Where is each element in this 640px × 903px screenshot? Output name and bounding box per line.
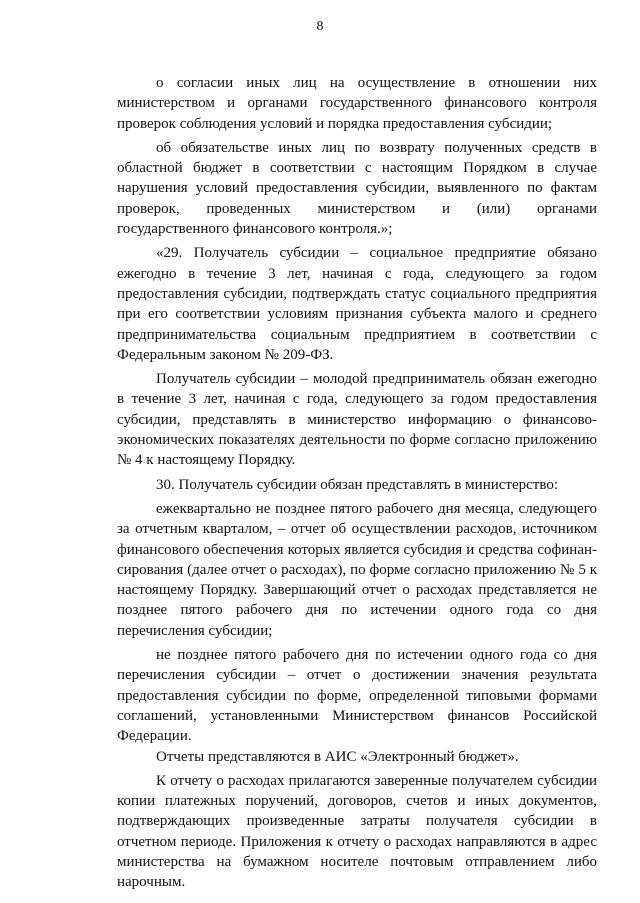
- paragraph-young-entrepreneur: Получатель субсидии – молодой предприниматель обязан ежегодно в течение 3 лет, начиная с года, следующего за годом предоставления субсидии, представлять в министерство информацию о финансово-экономических показателях деятельности по форме согласно приложению № 4 к настоящему Порядку.: [117, 371, 597, 469]
- page-number: 8: [316, 19, 324, 34]
- paragraph-attachments: К отчету о расходах прилагаются заверенные получателем субсидии копии платежных поручений, договоров, счетов и иных документов, подтверждающих произведенные затраты получателя субсидии в отчетном периоде. Приложения к отчету о расходах направляются в адрес министерства на бумажном носителе почтовым отправлением либо нарочным.: [117, 772, 597, 891]
- document-body: [117, 73, 597, 893]
- paragraph-ais-budget: Отчеты представляются в АИС «Электронный бюджет».: [156, 748, 519, 765]
- paragraph-result-report: не позднее пятого рабочего дня по истечении одного года со дня перечисления субсидии – отчет о достижении значения результата предоставления субсидии по форме, определенной типовыми формами соглашений, установленными Министерством финансов Российской Федерации.: [117, 647, 597, 745]
- paragraph-consent-inspections: о согласии иных лиц на осуществление в отношении них министерством и органами государственного финансового контроля проверок соблюдения условий и порядка предоставления субсидии;: [117, 75, 597, 132]
- paragraph-clause-30: 30. Получатель субсидии обязан представлять в министерство:: [156, 476, 558, 493]
- paragraph-quarterly-report: ежеквартально не позднее пятого рабочего дня месяца, следующего за отчетным кварталом, – отчет об осуществлении расходов, источником финансового обеспечения которых является субсидия и средства софинан-сирования (далее отчет о расходах), по форме согласно приложению № 5 к настоящему Порядку. Завершающий отчет о расходах представляется не позднее пятого рабочего дня по истечении одного года со дня перечисления субсидии;: [117, 500, 597, 639]
- paragraph-clause-29: «29. Получатель субсидии – социальное предприятие обязано ежегодно в течение 3 лет, начиная с года, следующего за годом предоставления субсидии, подтверждать статус социального предприятия при его соответствии условиям признания субъекта малого и среднего предпринимательства социальным предприятием в соответствии с Федеральным законом № 209-ФЗ.: [117, 245, 597, 363]
- paragraph-obligation-refund: об обязательстве иных лиц по возврату полученных средств в областной бюджет в соответствии с настоящим Порядком в случае нарушения условий предоставления субсидии, выявленного по фактам проверок, проведенных министерством и (или) органами государственного финансового контроля.»;: [117, 139, 597, 238]
